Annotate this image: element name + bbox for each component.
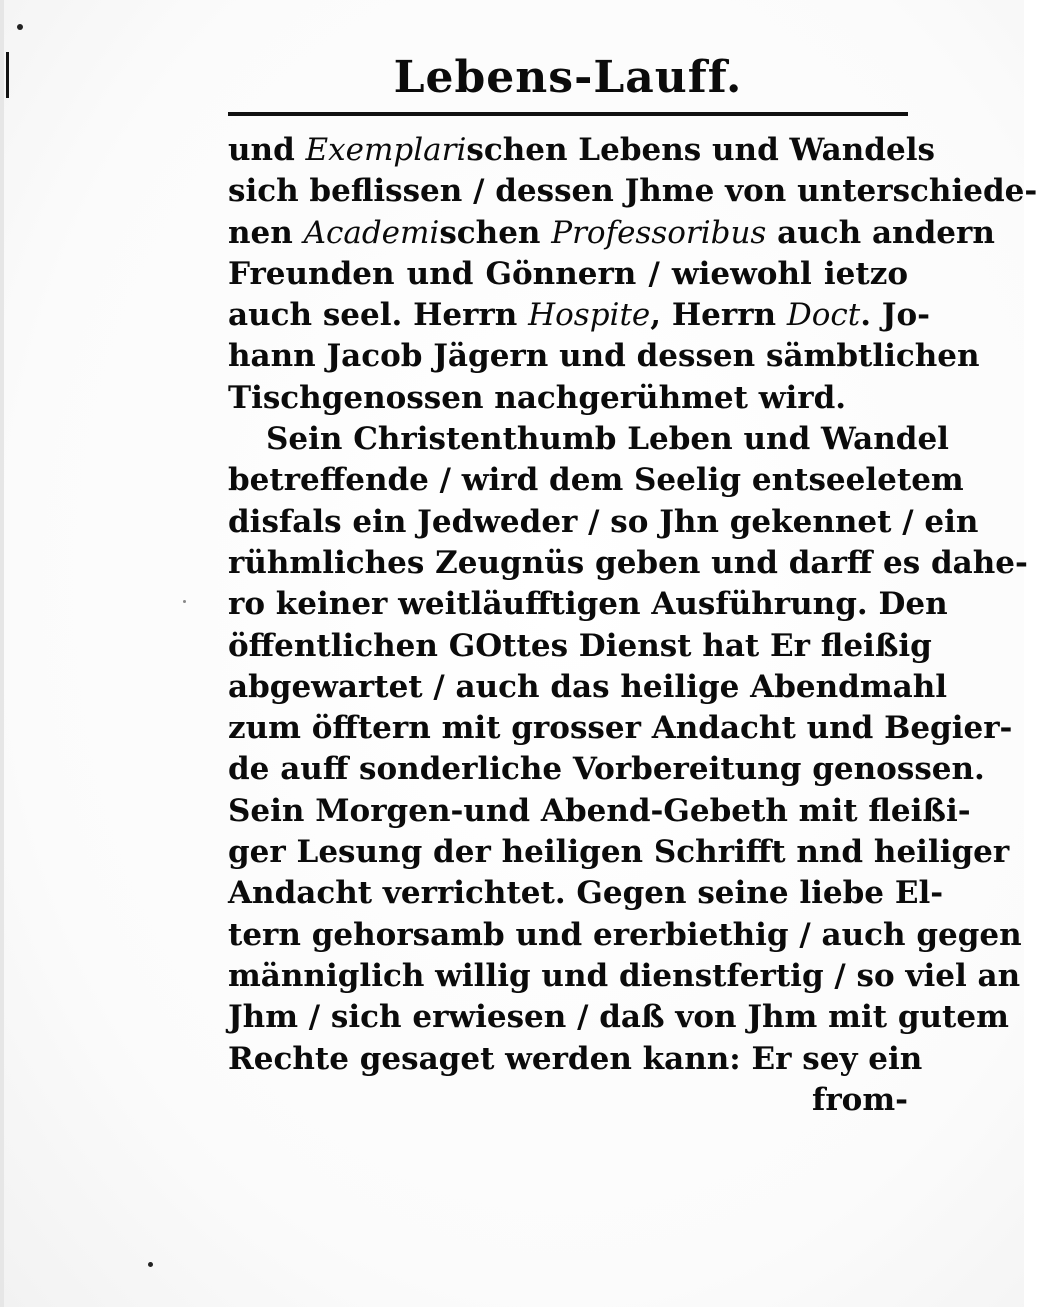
text-line: männiglich willig und dienstfertig / so viel an — [228, 957, 1021, 994]
text-line: zum öfftern mit grosser Andacht und Begier- — [228, 710, 1013, 747]
text-line: Sein Christenthumb Leben und Wandel — [266, 421, 949, 458]
text-line: from- — [811, 1081, 908, 1118]
latin-term: Doct — [786, 297, 861, 334]
text-line: rühmliches Zeugnüs geben und darff es dahe- — [228, 544, 1028, 581]
page-left-edge — [0, 0, 4, 1307]
latin-term: Professoribus — [551, 214, 767, 251]
text-line: Andacht verrichtet. Gegen seine liebe El- — [228, 875, 944, 912]
ink-speck — [148, 1262, 153, 1267]
text-line: hann Jacob Jägern und dessen sämbtlichen — [228, 338, 980, 375]
binding-mark — [6, 52, 9, 98]
body-text — [228, 130, 1037, 1121]
text-line: ger Lesung der heiligen Schrifft nnd heiliger — [228, 834, 1010, 871]
text-line: Freunden und Gönnern / wiewohl ietzo — [228, 255, 908, 292]
latin-term: Academi — [303, 214, 440, 251]
text-line: sich beflissen / dessen Jhme von unterschiede- — [228, 173, 1037, 210]
text-line: öffentlichen GOttes Dienst hat Er fleißig — [228, 627, 932, 664]
latin-term: Hospite — [528, 297, 651, 334]
text-line: nen Academischen Professoribus auch andern — [228, 214, 995, 251]
text-line: de auff sonderliche Vorbereitung genossen. — [228, 751, 985, 788]
text-line: Jhm / sich erwiesen / daß von Jhm mit gutem — [228, 999, 1009, 1036]
latin-term: Exemplari — [305, 132, 467, 168]
text-line: Tischgenossen nachgerühmet wird. — [228, 379, 847, 416]
text-line: betreffende / wird dem Seelig entseeletem — [228, 462, 964, 499]
text-line: auch seel. Herrn Hospite, Herrn Doct. Jo- — [228, 297, 931, 334]
text-line: Sein Morgen-und Abend-Gebeth mit fleißi- — [228, 792, 971, 829]
text-line: ro keiner weitläufftigen Ausführung. Den — [228, 586, 948, 623]
text-line: und Exemplarischen Lebens und Wandels — [228, 132, 935, 168]
running-header: Lebens-Lauff. — [393, 52, 743, 103]
text-line: disfals ein Jedweder / so Jhn gekennet / ein — [228, 503, 979, 540]
ink-speck — [183, 600, 186, 603]
text-line: tern gehorsamb und ererbiethig / auch gegen — [228, 916, 1022, 953]
text-line: Rechte gesaget werden kann: Er sey ein — [228, 1040, 923, 1077]
text-line: abgewartet / auch das heilige Abendmahl — [228, 668, 948, 705]
header-rule — [228, 112, 908, 116]
ink-speck — [17, 24, 23, 30]
